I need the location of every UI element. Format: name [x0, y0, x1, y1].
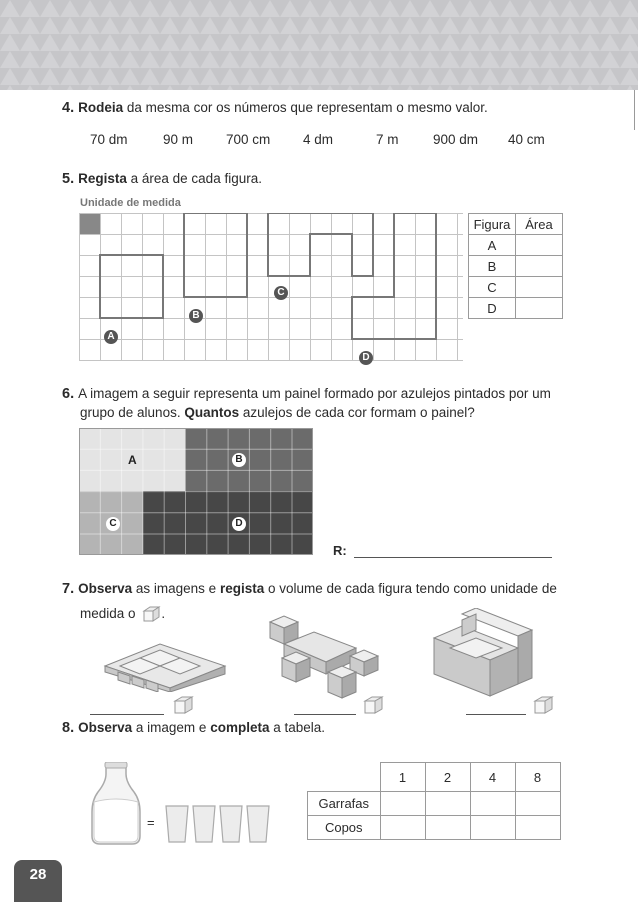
volume-answer-line[interactable]: [90, 714, 164, 715]
q7-rest: o volume de cada figura tendo como unidade de: [264, 581, 557, 596]
cube-figure-2: [266, 612, 382, 702]
triangle-pattern: [0, 0, 638, 90]
figure-label-b: B: [189, 309, 203, 323]
bottles-table-cell[interactable]: [425, 816, 470, 840]
bottles-table: [307, 762, 561, 840]
glasses-icon: [164, 804, 274, 844]
bottles-table-header: 2: [425, 763, 470, 792]
q7-line2-end: .: [161, 606, 166, 621]
q4-prompt: [62, 98, 488, 118]
q4-value[interactable]: 900 dm: [433, 132, 479, 147]
bottles-table-cell[interactable]: [515, 792, 560, 816]
area-table-header: Área: [516, 214, 563, 235]
bottles-table-cell[interactable]: [425, 792, 470, 816]
q6-prompt: [62, 384, 551, 404]
figure-a-outline: [100, 255, 163, 318]
area-table: [468, 213, 563, 319]
q4-verb: Rodeia: [78, 100, 124, 115]
answer-label: R:: [333, 543, 347, 558]
equals-sign: =: [147, 815, 155, 830]
bottles-table-header: 4: [470, 763, 515, 792]
unit-cube-icon: [141, 605, 161, 623]
q5-number: 5.: [62, 171, 75, 187]
bottles-table-cell[interactable]: [470, 816, 515, 840]
q4-value[interactable]: 70 dm: [90, 132, 128, 147]
page-number: 28: [14, 860, 62, 902]
bottles-table-row-label: Copos: [308, 816, 381, 840]
unit-label: Unidade de medida: [80, 197, 181, 209]
q7-prompt: [62, 579, 557, 599]
panel-label-c: C: [106, 517, 120, 531]
unit-cube-icon: [362, 694, 384, 716]
panel-label-b: B: [232, 453, 246, 467]
bottles-table-cell[interactable]: [515, 816, 560, 840]
bottles-table-cell[interactable]: [380, 792, 425, 816]
q7-line2: medida o: [80, 606, 136, 621]
q8-verb1: Observa: [78, 720, 133, 735]
volume-answer-line[interactable]: [294, 714, 356, 715]
q8-number: 8.: [62, 720, 75, 736]
unit-square: [80, 214, 100, 234]
figure-label-c: C: [274, 286, 288, 300]
area-table-figure: D: [469, 298, 516, 319]
margin-line: [634, 90, 635, 130]
q5-verb: Regista: [78, 171, 127, 186]
q8-verb2: completa: [210, 720, 270, 735]
q8-rest: a tabela.: [269, 720, 326, 735]
q7-verb2: regista: [219, 581, 265, 596]
cube-figure-3: [432, 608, 536, 700]
answer-line[interactable]: [354, 557, 552, 558]
volume-answer-line[interactable]: [466, 714, 526, 715]
q6-line2-text: grupo de alunos.: [80, 405, 185, 420]
q6-quantos: Quantos: [184, 405, 240, 420]
q7-number: 7.: [62, 581, 75, 597]
bottles-table-row-label: Garrafas: [308, 792, 381, 816]
q4-value[interactable]: 40 cm: [508, 132, 545, 147]
bottles-table-header: 8: [515, 763, 560, 792]
q6-line2-rest: azulejos de cada cor formam o painel?: [239, 405, 475, 420]
q4-text: da mesma cor os números que representam o mesmo valor.: [123, 100, 488, 115]
milk-bottle-icon: [88, 762, 144, 846]
figure-label-a: A: [104, 330, 118, 344]
area-table-answer-cell[interactable]: [516, 256, 563, 277]
q7-mid: as imagens e: [132, 581, 220, 596]
panel-label-d: D: [232, 517, 246, 531]
cube-figure-1: [100, 636, 230, 692]
q8-mid: a imagem e: [132, 720, 211, 735]
bottles-table-header: 1: [380, 763, 425, 792]
area-table-figure: A: [469, 235, 516, 256]
unit-cube-icon: [532, 694, 554, 716]
area-table-answer-cell[interactable]: [516, 235, 563, 256]
figure-label-d: D: [359, 351, 373, 365]
q6-number: 6.: [62, 386, 75, 402]
bottles-table-cell[interactable]: [380, 816, 425, 840]
header-banner: [0, 0, 638, 90]
q7-verb1: Observa: [78, 581, 133, 596]
q5-prompt: [62, 169, 262, 189]
area-table-figure: C: [469, 277, 516, 298]
q4-value[interactable]: 7 m: [376, 132, 399, 147]
area-table-figure: B: [469, 256, 516, 277]
q8-prompt: [62, 718, 325, 738]
bottles-table-corner: [308, 763, 381, 792]
q4-value[interactable]: 90 m: [163, 132, 194, 147]
q6-prompt-line2: [80, 403, 475, 423]
q4-number: 4.: [62, 100, 75, 116]
area-grid: [79, 213, 464, 363]
q4-value[interactable]: 700 cm: [226, 132, 271, 147]
unit-cube-icon: [172, 694, 194, 716]
q4-value[interactable]: 4 dm: [303, 132, 334, 147]
q6-line1: A imagem a seguir representa um painel formado por azulejos pintados por um: [78, 386, 551, 401]
q5-text: a área de cada figura.: [126, 171, 262, 186]
panel-label-a: A: [128, 453, 137, 467]
tile-panel: [79, 428, 315, 558]
q7-prompt-line2: [80, 604, 165, 624]
area-table-answer-cell[interactable]: [516, 298, 563, 319]
figure-c-outline: [268, 213, 373, 276]
area-table-header: Figura: [469, 214, 516, 235]
area-table-answer-cell[interactable]: [516, 277, 563, 298]
bottles-table-cell[interactable]: [470, 792, 515, 816]
